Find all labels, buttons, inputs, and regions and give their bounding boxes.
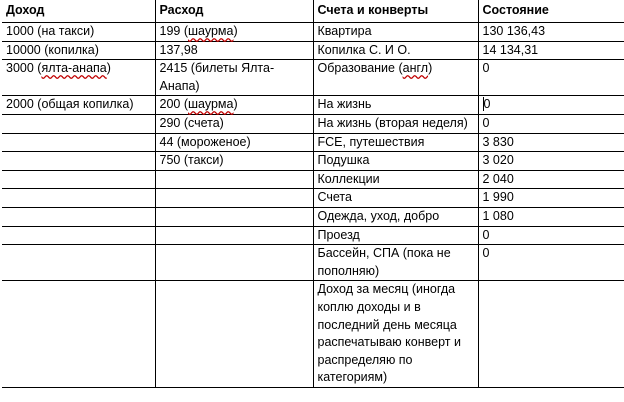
table-row bbox=[2, 41, 624, 60]
table-row bbox=[2, 114, 624, 133]
account-cell[interactable]: Квартира bbox=[313, 23, 478, 42]
account-cell[interactable]: Коллекции bbox=[313, 170, 478, 189]
expense-cell[interactable]: 44 (мороженое) bbox=[155, 133, 313, 152]
expense-cell[interactable]: 290 (счета) bbox=[155, 114, 313, 133]
header-row bbox=[2, 0, 624, 23]
account-cell[interactable]: FCE, путешествия bbox=[313, 133, 478, 152]
account-cell[interactable]: На жизнь bbox=[313, 96, 478, 115]
account-cell[interactable]: Копилка С. И О. bbox=[313, 41, 478, 60]
account-cell[interactable]: На жизнь (вторая неделя) bbox=[313, 114, 478, 133]
expense-cell[interactable] bbox=[155, 245, 313, 281]
expense-cell[interactable] bbox=[155, 226, 313, 245]
header-accounts[interactable]: Счета и конверты bbox=[313, 0, 478, 23]
table-row bbox=[2, 189, 624, 208]
income-cell[interactable] bbox=[2, 189, 155, 208]
state-cell[interactable]: 0 bbox=[478, 96, 624, 115]
income-cell[interactable] bbox=[2, 114, 155, 133]
expense-cell[interactable] bbox=[155, 170, 313, 189]
state-cell[interactable]: 0 bbox=[478, 226, 624, 245]
state-cell[interactable]: 2 040 bbox=[478, 170, 624, 189]
income-cell[interactable] bbox=[2, 281, 155, 388]
income-cell[interactable] bbox=[2, 207, 155, 226]
state-cell[interactable] bbox=[478, 281, 624, 388]
account-cell[interactable]: Доход за месяц (иногда коплю доходы и в последний день месяца распечатываю конверт и распределяю по категориям) bbox=[313, 281, 478, 388]
expense-cell[interactable] bbox=[155, 207, 313, 226]
state-cell[interactable]: 0 bbox=[478, 245, 624, 281]
account-cell[interactable]: Счета bbox=[313, 189, 478, 208]
table-row bbox=[2, 245, 624, 281]
table-row bbox=[2, 226, 624, 245]
state-cell[interactable]: 3 020 bbox=[478, 152, 624, 171]
state-cell[interactable]: 1 990 bbox=[478, 189, 624, 208]
income-cell[interactable] bbox=[2, 226, 155, 245]
expense-cell[interactable]: 199 (шаурма) bbox=[155, 23, 313, 42]
table-row bbox=[2, 96, 624, 115]
income-cell[interactable] bbox=[2, 152, 155, 171]
income-cell[interactable] bbox=[2, 245, 155, 281]
header-expense[interactable]: Расход bbox=[155, 0, 313, 23]
expense-cell[interactable] bbox=[155, 281, 313, 388]
state-cell[interactable]: 0 bbox=[478, 114, 624, 133]
budget-table bbox=[2, 0, 624, 388]
table-row bbox=[2, 207, 624, 226]
income-cell[interactable]: 10000 (копилка) bbox=[2, 41, 155, 60]
income-cell[interactable]: 1000 (на такси) bbox=[2, 23, 155, 42]
expense-cell[interactable] bbox=[155, 189, 313, 208]
account-cell[interactable]: Проезд bbox=[313, 226, 478, 245]
header-state[interactable]: Состояние bbox=[478, 0, 624, 23]
expense-cell[interactable]: 2415 (билеты Ялта-Анапа) bbox=[155, 60, 313, 96]
spellcheck-word: шаурма bbox=[188, 97, 234, 112]
table-row bbox=[2, 23, 624, 42]
table-row bbox=[2, 170, 624, 189]
income-cell[interactable] bbox=[2, 170, 155, 189]
table-row bbox=[2, 133, 624, 152]
state-cell[interactable]: 0 bbox=[478, 60, 624, 96]
account-cell[interactable]: Образование (англ) bbox=[313, 60, 478, 96]
income-cell[interactable]: 3000 (ялта-анапа) bbox=[2, 60, 155, 96]
state-cell[interactable]: 1 080 bbox=[478, 207, 624, 226]
income-cell[interactable] bbox=[2, 133, 155, 152]
table-row bbox=[2, 281, 624, 388]
expense-cell[interactable]: 200 (шаурма) bbox=[155, 96, 313, 115]
table-row bbox=[2, 60, 624, 96]
account-cell[interactable]: Бассейн, СПА (пока не пополняю) bbox=[313, 245, 478, 281]
account-cell[interactable]: Подушка bbox=[313, 152, 478, 171]
account-cell[interactable]: Одежда, уход, добро bbox=[313, 207, 478, 226]
spellcheck-word: ялта-анапа bbox=[41, 61, 107, 76]
expense-cell[interactable]: 750 (такси) bbox=[155, 152, 313, 171]
expense-cell[interactable]: 137,98 bbox=[155, 41, 313, 60]
income-cell[interactable]: 2000 (общая копилка) bbox=[2, 96, 155, 115]
spellcheck-word: шаурма bbox=[188, 24, 234, 38]
table-row bbox=[2, 152, 624, 171]
spellcheck-word: англ bbox=[402, 61, 429, 76]
state-cell[interactable]: 3 830 bbox=[478, 133, 624, 152]
header-income[interactable]: Доход bbox=[2, 0, 155, 23]
state-cell[interactable]: 14 134,31 bbox=[478, 41, 624, 60]
state-cell[interactable]: 130 136,43 bbox=[478, 23, 624, 42]
